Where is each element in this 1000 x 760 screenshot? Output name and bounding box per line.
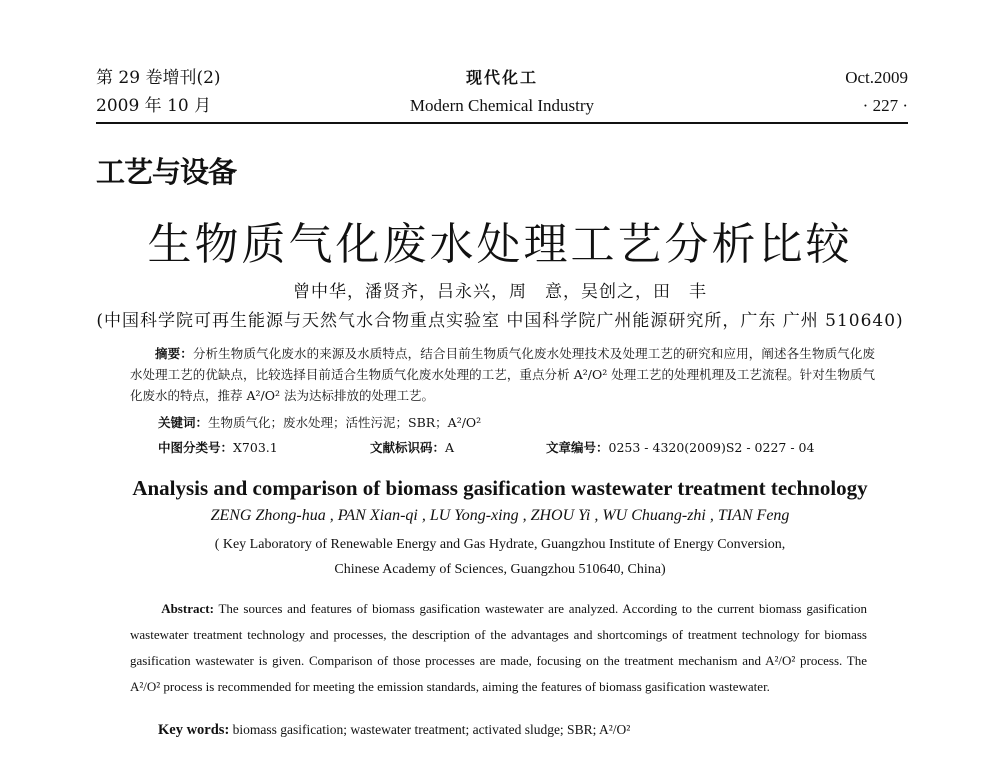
title-en: Analysis and comparison of biomass gasification wastewater treatment technology	[132, 476, 868, 500]
title-cn: 生物质气化废水处理工艺分析比较	[147, 219, 853, 270]
affiliation-en-line1: ( Key Laboratory of Renewable Energy and Gas Hydrate, Guangzhou Institute of Energy Conversion,	[214, 537, 786, 552]
document-code: 文献标识码：A	[370, 440, 455, 455]
date-en: Oct.2009	[845, 68, 908, 87]
abstract-en-text: The sources and features of biomass gasification wastewater are analyzed. According to the current biomass gasification wastewater treatment technology and processes, the description of the advantages and shortcomings of treatment technology for biomass gasification wastewater is given. Comparison of those processes are made, focusing on the treatment mechanism and A²/O² process. The A²/O² process is recommended for meeting the emission standards, aiming the features of biomass gasification wastewater.	[130, 601, 868, 694]
abstract-cn	[130, 343, 875, 406]
journal-header	[96, 64, 908, 124]
affiliation-cn: (中国科学院可再生能源与天然气水合物重点实验室 中国科学院广州能源研究所，广东 广州 510640)	[96, 311, 904, 331]
page-number: · 227 ·	[862, 96, 908, 115]
keywords-en-text: biomass gasification; wastewater treatment; activated sludge; SBR; A²/O²	[232, 722, 631, 737]
journal-name-en: Modern Chemical Industry	[409, 96, 595, 115]
volume-label: 第 29 卷增刊(2)	[96, 68, 221, 88]
clc-number: 中图分类号：X703.1	[158, 440, 278, 455]
column-tag: 工艺与设备	[96, 155, 237, 189]
journal-name-cn: 现代化工	[465, 68, 538, 87]
authors-en: ZENG Zhong-hua , PAN Xian-qi , LU Yong-xing , ZHOU Yi , WU Chuang-zhi , TIAN Feng	[210, 507, 790, 524]
keywords-cn	[158, 413, 481, 431]
keywords-cn-label: 关键词：	[158, 415, 209, 430]
article-number: 文章编号：0253 - 4320(2009)S2 - 0227 - 04	[546, 440, 815, 455]
keywords-en	[158, 722, 630, 739]
affiliation-en-line2: Chinese Academy of Sciences, Guangzhou 510640, China)	[334, 562, 666, 577]
header-center	[96, 64, 908, 120]
abstract-cn-text: 分析生物质气化废水的来源及水质特点，结合目前生物质气化废水处理技术及处理工艺的研究和应用，阐述各生物质气化废水处理工艺的优缺点，比较选择目前适合生物质气化废水处理的工艺，重点分析 A²/O² 处理工艺的处理机理及工艺流程。针对生物质气化废水的特点，推荐 A²/O² 法为达标排放的处理工艺。	[130, 346, 875, 403]
authors-cn: 曾中华，潘贤齐，吕永兴，周 意，吴创之，田 丰	[293, 282, 707, 302]
keywords-en-label: Key words:	[158, 722, 230, 738]
header-right	[845, 64, 908, 120]
date-cn: 2009 年 10 月	[96, 96, 212, 116]
abstract-cn-label: 摘要：	[155, 346, 193, 361]
abstract-en-label: Abstract:	[161, 601, 214, 616]
abstract-en	[130, 596, 867, 700]
keywords-cn-text: 生物质气化；废水处理；活性污泥；SBR；A²/O²	[208, 415, 482, 430]
